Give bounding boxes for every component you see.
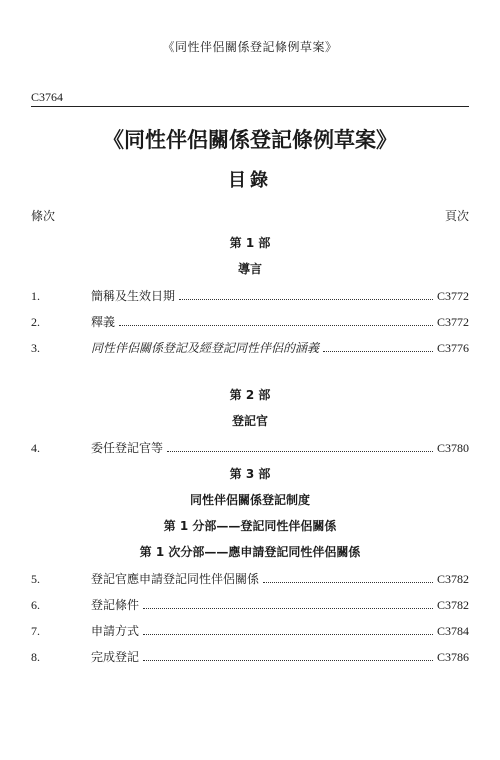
entry-page: C3780: [436, 441, 469, 455]
entry-number: 5.: [31, 572, 40, 586]
dot-leader: [323, 350, 433, 352]
entry-title: 同性伴侶關係登記及經登記同性伴侶的涵義: [91, 341, 320, 355]
subdivision-heading: 第 1 次分部——應申請登記同性伴侶關係: [139, 545, 361, 559]
dot-leader: [263, 581, 433, 583]
dot-leader: [143, 659, 433, 661]
entry-page: C3782: [436, 572, 469, 586]
toc-entry[interactable]: [31, 596, 469, 612]
toc-entry[interactable]: [31, 622, 469, 638]
dot-leader: [143, 633, 433, 635]
entry-number: 6.: [31, 598, 40, 612]
entry-number: 3.: [31, 341, 40, 355]
dot-leader: [119, 324, 433, 326]
entry-number: 4.: [31, 441, 40, 455]
entry-page: C3772: [436, 315, 469, 329]
entry-title: 登記官應申請登記同性伴侶關係: [91, 572, 260, 586]
toc-entry[interactable]: [31, 339, 469, 355]
toc-entry[interactable]: [31, 439, 469, 455]
header-rule: [31, 106, 469, 107]
entry-page: C3772: [436, 289, 469, 303]
part-2-subheading: 登記官: [231, 414, 268, 428]
division-heading: 第 1 分部——登記同性伴侶關係: [163, 519, 337, 533]
dot-leader: [143, 607, 433, 609]
section-column-label: 條次: [31, 209, 56, 223]
entry-number: 7.: [31, 624, 40, 638]
part-1-subheading: 導言: [237, 262, 262, 276]
toc-entry[interactable]: [31, 648, 469, 664]
entry-number: 8.: [31, 650, 40, 664]
entry-title: 委任登記官等: [91, 441, 164, 455]
part-2-heading: 第 2 部: [229, 388, 271, 402]
entry-page: C3782: [436, 598, 469, 612]
toc-entry[interactable]: [31, 287, 469, 303]
part-3-subheading: 同性伴侶關係登記制度: [189, 493, 310, 507]
part-3-heading: 第 3 部: [229, 467, 271, 481]
entry-title: 申請方式: [91, 624, 140, 638]
entry-number: 1.: [31, 289, 40, 303]
page-column-label: 頁次: [444, 209, 469, 223]
toc-title: 目錄: [228, 170, 272, 191]
entry-page: C3784: [436, 624, 469, 638]
entry-title: 登記條件: [91, 598, 140, 612]
dot-leader: [179, 298, 433, 300]
entry-title: 釋義: [91, 315, 116, 329]
entry-title: 完成登記: [91, 650, 140, 664]
part-1-heading: 第 1 部: [229, 236, 271, 250]
toc-entry[interactable]: [31, 313, 469, 329]
entry-page: C3776: [436, 341, 469, 355]
entry-page: C3786: [436, 650, 469, 664]
running-header: 《同性伴侶關係登記條例草案》: [162, 40, 338, 54]
entry-number: 2.: [31, 315, 40, 329]
toc-entry[interactable]: [31, 570, 469, 586]
entry-title: 簡稱及生效日期: [91, 289, 176, 303]
document-title: 《同性伴侶關係登記條例草案》: [103, 128, 397, 152]
page-number: C3764: [31, 90, 64, 104]
dot-leader: [167, 450, 433, 452]
